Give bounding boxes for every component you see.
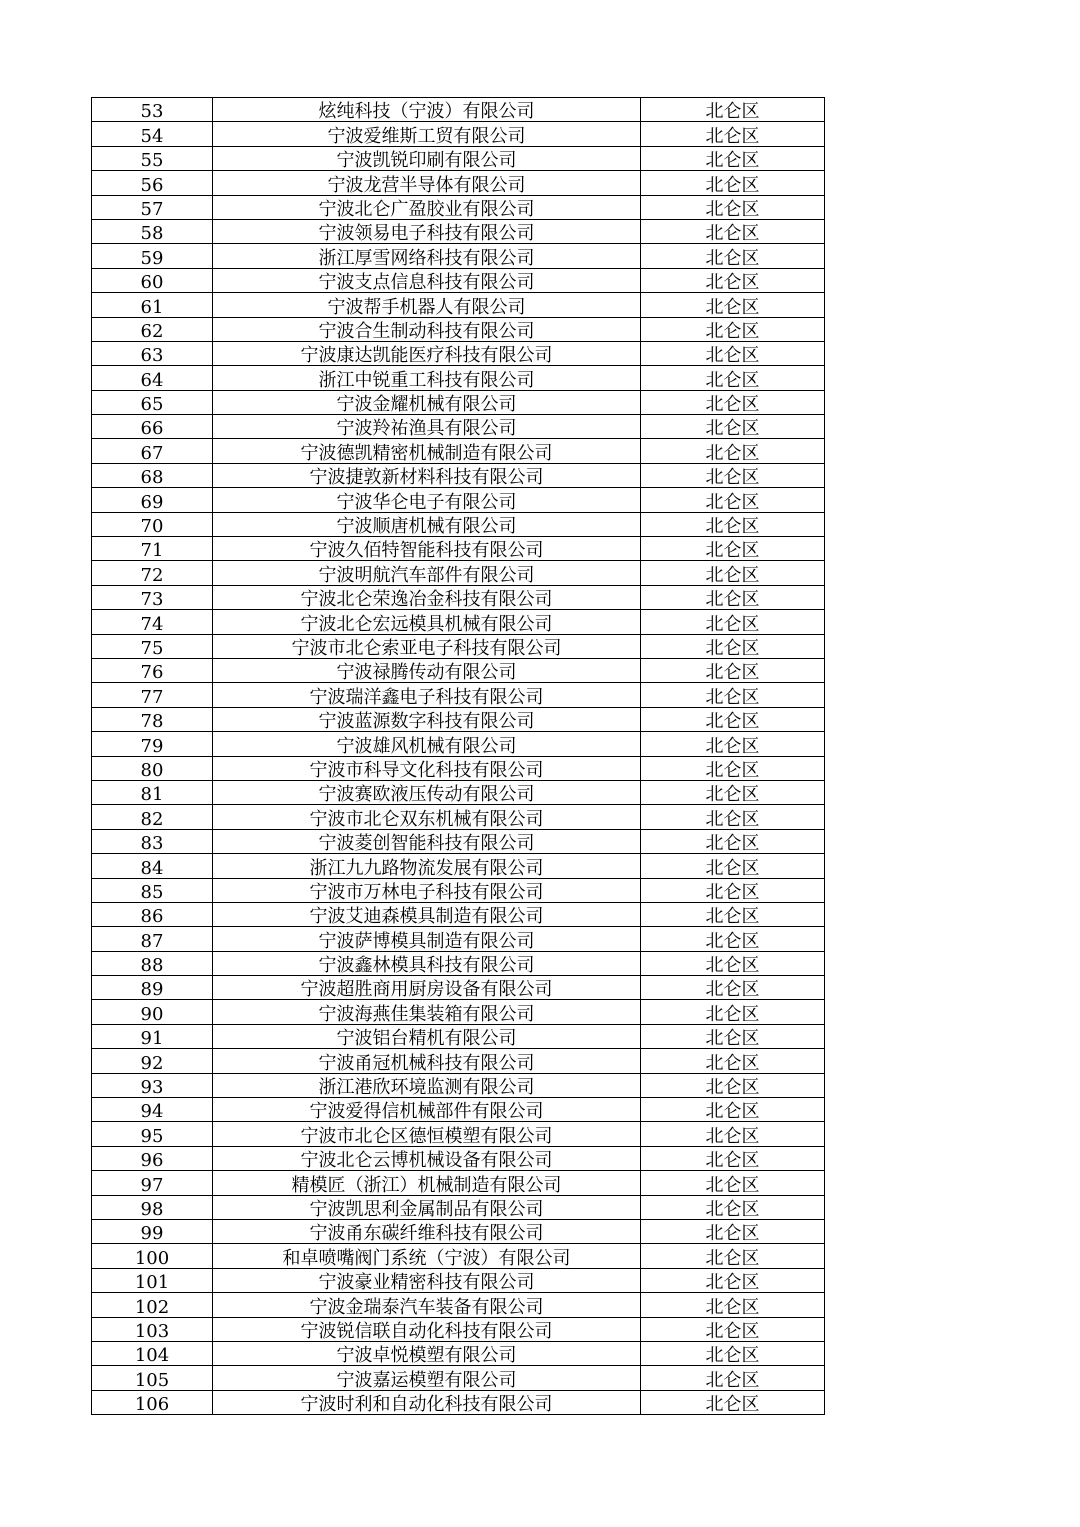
table-row [92, 732, 825, 756]
table-row [92, 927, 825, 951]
company-name-cell: 浙江港欣环境监测有限公司 [213, 1073, 641, 1097]
company-name-cell: 宁波领易电子科技有限公司 [213, 219, 641, 243]
row-number-cell: 53 [92, 98, 213, 122]
row-number-cell: 96 [92, 1146, 213, 1170]
district-cell: 北仑区 [641, 1024, 825, 1048]
company-name-cell: 宁波卓悦模塑有限公司 [213, 1341, 641, 1365]
table-row [92, 1366, 825, 1390]
company-name-cell: 精模匠（浙江）机械制造有限公司 [213, 1171, 641, 1195]
row-number-cell: 83 [92, 829, 213, 853]
district-cell: 北仑区 [641, 1146, 825, 1170]
table-row [92, 683, 825, 707]
row-number-cell: 67 [92, 439, 213, 463]
table-row [92, 415, 825, 439]
row-number-cell: 73 [92, 585, 213, 609]
table-row [92, 1098, 825, 1122]
company-name-cell: 宁波帮手机器人有限公司 [213, 293, 641, 317]
row-number-cell: 89 [92, 976, 213, 1000]
company-name-cell: 宁波金瑞泰汽车装备有限公司 [213, 1293, 641, 1317]
company-name-cell: 宁波瑞洋鑫电子科技有限公司 [213, 683, 641, 707]
row-number-cell: 105 [92, 1366, 213, 1390]
district-cell: 北仑区 [641, 1073, 825, 1097]
row-number-cell: 79 [92, 732, 213, 756]
table-row [92, 1244, 825, 1268]
district-cell: 北仑区 [641, 1390, 825, 1414]
row-number-cell: 98 [92, 1195, 213, 1219]
row-number-cell: 70 [92, 512, 213, 536]
table-row [92, 317, 825, 341]
row-number-cell: 69 [92, 488, 213, 512]
row-number-cell: 99 [92, 1219, 213, 1243]
table-row [92, 1073, 825, 1097]
company-name-cell: 宁波龙营半导体有限公司 [213, 171, 641, 195]
district-cell: 北仑区 [641, 1366, 825, 1390]
district-cell: 北仑区 [641, 658, 825, 682]
company-name-cell: 宁波豪业精密科技有限公司 [213, 1268, 641, 1292]
district-cell: 北仑区 [641, 1000, 825, 1024]
district-cell: 北仑区 [641, 805, 825, 829]
company-name-cell: 宁波市北仑双东机械有限公司 [213, 805, 641, 829]
company-list-table [91, 97, 825, 1415]
district-cell: 北仑区 [641, 878, 825, 902]
company-name-cell: 宁波市北仑索亚电子科技有限公司 [213, 634, 641, 658]
company-name-cell: 浙江厚雪网络科技有限公司 [213, 244, 641, 268]
company-name-cell: 宁波禄腾传动有限公司 [213, 658, 641, 682]
district-cell: 北仑区 [641, 317, 825, 341]
table-row [92, 854, 825, 878]
table-row [92, 1171, 825, 1195]
row-number-cell: 59 [92, 244, 213, 268]
company-name-cell: 宁波北仑广盈胶业有限公司 [213, 195, 641, 219]
company-name-cell: 宁波德凯精密机械制造有限公司 [213, 439, 641, 463]
table-row [92, 756, 825, 780]
row-number-cell: 54 [92, 122, 213, 146]
company-name-cell: 宁波华仑电子有限公司 [213, 488, 641, 512]
table-row [92, 268, 825, 292]
company-name-cell: 宁波凯锐印刷有限公司 [213, 146, 641, 170]
company-name-cell: 宁波捷敦新材料科技有限公司 [213, 463, 641, 487]
row-number-cell: 71 [92, 537, 213, 561]
row-number-cell: 93 [92, 1073, 213, 1097]
company-name-cell: 宁波市万林电子科技有限公司 [213, 878, 641, 902]
company-name-cell: 宁波北仑宏远模具机械有限公司 [213, 610, 641, 634]
district-cell: 北仑区 [641, 1293, 825, 1317]
district-cell: 北仑区 [641, 293, 825, 317]
district-cell: 北仑区 [641, 585, 825, 609]
company-list-body [92, 98, 825, 1415]
row-number-cell: 104 [92, 1341, 213, 1365]
table-row [92, 1341, 825, 1365]
table-row [92, 1268, 825, 1292]
company-name-cell: 宁波凯思利金属制品有限公司 [213, 1195, 641, 1219]
company-name-cell: 宁波羚祐渔具有限公司 [213, 415, 641, 439]
table-row [92, 390, 825, 414]
company-name-cell: 宁波鑫林模具科技有限公司 [213, 951, 641, 975]
company-name-cell: 和卓喷嘴阀门系统（宁波）有限公司 [213, 1244, 641, 1268]
company-name-cell: 宁波支点信息科技有限公司 [213, 268, 641, 292]
row-number-cell: 86 [92, 902, 213, 926]
table-row [92, 976, 825, 1000]
row-number-cell: 56 [92, 171, 213, 195]
table-row [92, 537, 825, 561]
table-row [92, 1049, 825, 1073]
row-number-cell: 91 [92, 1024, 213, 1048]
company-name-cell: 宁波康达凯能医疗科技有限公司 [213, 341, 641, 365]
district-cell: 北仑区 [641, 98, 825, 122]
row-number-cell: 55 [92, 146, 213, 170]
company-name-cell: 宁波时利和自动化科技有限公司 [213, 1390, 641, 1414]
district-cell: 北仑区 [641, 1195, 825, 1219]
table-row [92, 195, 825, 219]
district-cell: 北仑区 [641, 854, 825, 878]
district-cell: 北仑区 [641, 390, 825, 414]
row-number-cell: 63 [92, 341, 213, 365]
table-row [92, 146, 825, 170]
row-number-cell: 77 [92, 683, 213, 707]
row-number-cell: 64 [92, 366, 213, 390]
row-number-cell: 76 [92, 658, 213, 682]
district-cell: 北仑区 [641, 1244, 825, 1268]
table-row [92, 585, 825, 609]
table-row [92, 366, 825, 390]
district-cell: 北仑区 [641, 707, 825, 731]
row-number-cell: 90 [92, 1000, 213, 1024]
company-name-cell: 宁波甬冠机械科技有限公司 [213, 1049, 641, 1073]
row-number-cell: 61 [92, 293, 213, 317]
district-cell: 北仑区 [641, 634, 825, 658]
company-name-cell: 宁波雄风机械有限公司 [213, 732, 641, 756]
row-number-cell: 57 [92, 195, 213, 219]
company-name-cell: 宁波赛欧液压传动有限公司 [213, 780, 641, 804]
table-row [92, 634, 825, 658]
district-cell: 北仑区 [641, 1171, 825, 1195]
table-row [92, 1390, 825, 1414]
table-row [92, 902, 825, 926]
company-name-cell: 宁波超胜商用厨房设备有限公司 [213, 976, 641, 1000]
company-name-cell: 浙江九九路物流发展有限公司 [213, 854, 641, 878]
row-number-cell: 88 [92, 951, 213, 975]
row-number-cell: 85 [92, 878, 213, 902]
table-row [92, 439, 825, 463]
district-cell: 北仑区 [641, 927, 825, 951]
table-row [92, 122, 825, 146]
company-name-cell: 宁波顺唐机械有限公司 [213, 512, 641, 536]
district-cell: 北仑区 [641, 1122, 825, 1146]
district-cell: 北仑区 [641, 244, 825, 268]
row-number-cell: 65 [92, 390, 213, 414]
company-name-cell: 浙江中锐重工科技有限公司 [213, 366, 641, 390]
row-number-cell: 106 [92, 1390, 213, 1414]
district-cell: 北仑区 [641, 512, 825, 536]
company-name-cell: 宁波艾迪森模具制造有限公司 [213, 902, 641, 926]
table-row [92, 1000, 825, 1024]
table-row [92, 1219, 825, 1243]
district-cell: 北仑区 [641, 756, 825, 780]
table-row [92, 1024, 825, 1048]
company-name-cell: 炫纯科技（宁波）有限公司 [213, 98, 641, 122]
table-row [92, 341, 825, 365]
district-cell: 北仑区 [641, 122, 825, 146]
district-cell: 北仑区 [641, 951, 825, 975]
table-row [92, 488, 825, 512]
district-cell: 北仑区 [641, 1098, 825, 1122]
row-number-cell: 81 [92, 780, 213, 804]
company-name-cell: 宁波爱维斯工贸有限公司 [213, 122, 641, 146]
district-cell: 北仑区 [641, 683, 825, 707]
district-cell: 北仑区 [641, 268, 825, 292]
company-name-cell: 宁波甬东碳纤维科技有限公司 [213, 1219, 641, 1243]
table-row [92, 293, 825, 317]
company-name-cell: 宁波蓝源数字科技有限公司 [213, 707, 641, 731]
row-number-cell: 66 [92, 415, 213, 439]
company-name-cell: 宁波金耀机械有限公司 [213, 390, 641, 414]
company-name-cell: 宁波北仑荣逸冶金科技有限公司 [213, 585, 641, 609]
district-cell: 北仑区 [641, 829, 825, 853]
table-row [92, 610, 825, 634]
company-name-cell: 宁波爱得信机械部件有限公司 [213, 1098, 641, 1122]
company-name-cell: 宁波市科导文化科技有限公司 [213, 756, 641, 780]
company-name-cell: 宁波明航汽车部件有限公司 [213, 561, 641, 585]
table-row [92, 98, 825, 122]
district-cell: 北仑区 [641, 488, 825, 512]
row-number-cell: 97 [92, 1171, 213, 1195]
company-name-cell: 宁波菱创智能科技有限公司 [213, 829, 641, 853]
table-row [92, 951, 825, 975]
table-row [92, 512, 825, 536]
district-cell: 北仑区 [641, 341, 825, 365]
row-number-cell: 103 [92, 1317, 213, 1341]
district-cell: 北仑区 [641, 171, 825, 195]
row-number-cell: 58 [92, 219, 213, 243]
row-number-cell: 75 [92, 634, 213, 658]
district-cell: 北仑区 [641, 415, 825, 439]
company-name-cell: 宁波合生制动科技有限公司 [213, 317, 641, 341]
table-row [92, 561, 825, 585]
district-cell: 北仑区 [641, 976, 825, 1000]
table-row [92, 171, 825, 195]
company-name-cell: 宁波海燕佳集装箱有限公司 [213, 1000, 641, 1024]
table-row [92, 829, 825, 853]
row-number-cell: 95 [92, 1122, 213, 1146]
row-number-cell: 80 [92, 756, 213, 780]
row-number-cell: 74 [92, 610, 213, 634]
table-row [92, 1293, 825, 1317]
table-row [92, 658, 825, 682]
district-cell: 北仑区 [641, 439, 825, 463]
district-cell: 北仑区 [641, 463, 825, 487]
table-row [92, 463, 825, 487]
district-cell: 北仑区 [641, 1268, 825, 1292]
table-row [92, 1146, 825, 1170]
company-name-cell: 宁波锐信联自动化科技有限公司 [213, 1317, 641, 1341]
district-cell: 北仑区 [641, 732, 825, 756]
table-row [92, 707, 825, 731]
company-name-cell: 宁波嘉运模塑有限公司 [213, 1366, 641, 1390]
company-name-cell: 宁波萨博模具制造有限公司 [213, 927, 641, 951]
table-row [92, 1195, 825, 1219]
district-cell: 北仑区 [641, 780, 825, 804]
district-cell: 北仑区 [641, 902, 825, 926]
row-number-cell: 92 [92, 1049, 213, 1073]
row-number-cell: 100 [92, 1244, 213, 1268]
company-name-cell: 宁波市北仑区德恒模塑有限公司 [213, 1122, 641, 1146]
row-number-cell: 87 [92, 927, 213, 951]
row-number-cell: 101 [92, 1268, 213, 1292]
table-row [92, 244, 825, 268]
table-row [92, 1317, 825, 1341]
district-cell: 北仑区 [641, 1317, 825, 1341]
district-cell: 北仑区 [641, 1219, 825, 1243]
district-cell: 北仑区 [641, 146, 825, 170]
district-cell: 北仑区 [641, 195, 825, 219]
row-number-cell: 62 [92, 317, 213, 341]
company-name-cell: 宁波铝台精机有限公司 [213, 1024, 641, 1048]
district-cell: 北仑区 [641, 1049, 825, 1073]
table-row [92, 1122, 825, 1146]
district-cell: 北仑区 [641, 1341, 825, 1365]
district-cell: 北仑区 [641, 561, 825, 585]
table-row [92, 780, 825, 804]
company-name-cell: 宁波北仑云博机械设备有限公司 [213, 1146, 641, 1170]
row-number-cell: 84 [92, 854, 213, 878]
table-row [92, 805, 825, 829]
district-cell: 北仑区 [641, 610, 825, 634]
company-name-cell: 宁波久佰特智能科技有限公司 [213, 537, 641, 561]
row-number-cell: 68 [92, 463, 213, 487]
table-row [92, 219, 825, 243]
row-number-cell: 78 [92, 707, 213, 731]
row-number-cell: 94 [92, 1098, 213, 1122]
row-number-cell: 60 [92, 268, 213, 292]
row-number-cell: 72 [92, 561, 213, 585]
row-number-cell: 82 [92, 805, 213, 829]
table-row [92, 878, 825, 902]
district-cell: 北仑区 [641, 366, 825, 390]
row-number-cell: 102 [92, 1293, 213, 1317]
district-cell: 北仑区 [641, 537, 825, 561]
district-cell: 北仑区 [641, 219, 825, 243]
